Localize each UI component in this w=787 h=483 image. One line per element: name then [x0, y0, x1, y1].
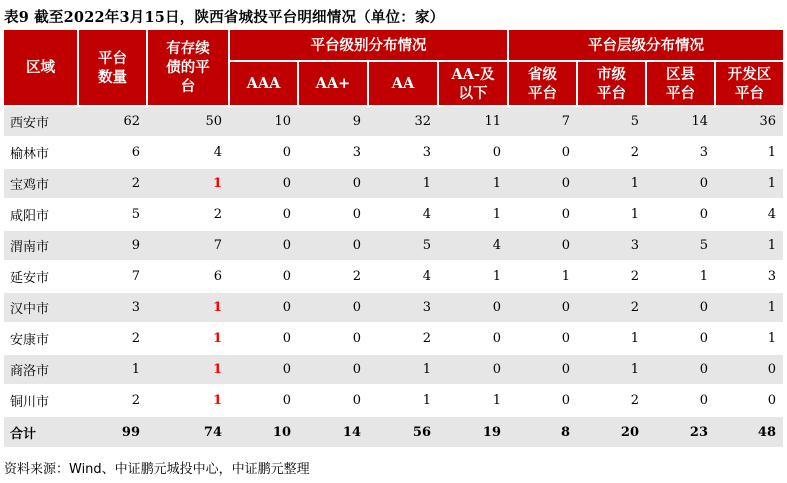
region-cell: 西安市	[4, 106, 78, 137]
value-cell: 1	[438, 199, 508, 230]
table-title: 表9 截至2022年3月15日，陕西省城投平台明细情况（单位：家）	[4, 9, 445, 26]
value-cell: 48	[715, 416, 783, 447]
value-cell: 2	[147, 199, 229, 230]
value-cell: 1	[147, 168, 229, 199]
value-cell: 0	[229, 199, 298, 230]
value-cell: 1	[368, 168, 438, 199]
table-body	[4, 106, 783, 447]
value-cell: 1	[147, 354, 229, 385]
value-cell: 1	[715, 292, 783, 323]
value-cell: 0	[229, 292, 298, 323]
value-cell: 1	[715, 323, 783, 354]
value-cell: 74	[147, 416, 229, 447]
value-cell: 5	[368, 230, 438, 261]
table-row	[4, 385, 783, 416]
value-cell: 4	[438, 230, 508, 261]
value-cell: 2	[368, 323, 438, 354]
table-row	[4, 354, 783, 385]
value-cell: 23	[646, 416, 715, 447]
value-cell: 0	[229, 385, 298, 416]
value-cell: 4	[147, 137, 229, 168]
value-cell: 2	[298, 261, 368, 292]
table-row	[4, 106, 783, 137]
value-cell: 1	[577, 323, 646, 354]
value-cell: 1	[147, 292, 229, 323]
value-cell: 5	[78, 199, 147, 230]
value-cell: 0	[646, 168, 715, 199]
value-cell: 0	[229, 168, 298, 199]
value-cell: 99	[78, 416, 147, 447]
value-cell: 0	[438, 323, 508, 354]
value-cell: 0	[229, 261, 298, 292]
value-cell: 3	[78, 292, 147, 323]
value-cell: 1	[715, 137, 783, 168]
value-cell: 6	[78, 137, 147, 168]
value-cell: 3	[368, 137, 438, 168]
value-cell: 7	[508, 106, 577, 137]
value-cell: 0	[508, 385, 577, 416]
value-cell: 2	[577, 137, 646, 168]
value-cell: 36	[715, 106, 783, 137]
table-row	[4, 168, 783, 199]
value-cell: 1	[147, 323, 229, 354]
header-region: 区域	[4, 30, 78, 106]
value-cell: 56	[368, 416, 438, 447]
value-cell: 1	[438, 261, 508, 292]
value-cell: 1	[368, 385, 438, 416]
value-cell: 5	[577, 106, 646, 137]
value-cell: 0	[646, 199, 715, 230]
value-cell: 0	[298, 230, 368, 261]
value-cell: 3	[577, 230, 646, 261]
region-cell: 渭南市	[4, 230, 78, 261]
value-cell: 0	[508, 199, 577, 230]
value-cell: 0	[298, 354, 368, 385]
value-cell: 8	[508, 416, 577, 447]
header-count: 平台 数量	[78, 30, 147, 106]
value-cell: 2	[78, 168, 147, 199]
value-cell: 62	[78, 106, 147, 137]
header-rating-aa: AA	[368, 61, 438, 106]
table-row	[4, 230, 783, 261]
value-cell: 2	[577, 292, 646, 323]
value-cell: 1	[715, 230, 783, 261]
value-cell: 0	[508, 137, 577, 168]
value-cell: 0	[508, 323, 577, 354]
value-cell: 2	[577, 385, 646, 416]
value-cell: 9	[298, 106, 368, 137]
value-cell: 0	[508, 292, 577, 323]
total-row	[4, 416, 783, 447]
table-row	[4, 323, 783, 354]
header-rating-aaa: AAA	[229, 61, 298, 106]
value-cell: 2	[78, 385, 147, 416]
region-cell: 咸阳市	[4, 199, 78, 230]
value-cell: 1	[438, 385, 508, 416]
value-cell: 0	[715, 385, 783, 416]
value-cell: 1	[78, 354, 147, 385]
header-level-province: 省级 平台	[508, 61, 577, 106]
table-header	[4, 30, 783, 106]
value-cell: 19	[438, 416, 508, 447]
value-cell: 3	[298, 137, 368, 168]
value-cell: 1	[147, 385, 229, 416]
value-cell: 3	[646, 137, 715, 168]
value-cell: 1	[715, 168, 783, 199]
value-cell: 0	[508, 354, 577, 385]
value-cell: 0	[438, 137, 508, 168]
value-cell: 0	[508, 168, 577, 199]
value-cell: 0	[508, 230, 577, 261]
value-cell: 0	[229, 354, 298, 385]
value-cell: 1	[368, 354, 438, 385]
value-cell: 2	[78, 323, 147, 354]
data-table-frame	[4, 30, 783, 454]
value-cell: 20	[577, 416, 646, 447]
table-row	[4, 199, 783, 230]
value-cell: 4	[715, 199, 783, 230]
value-cell: 14	[646, 106, 715, 137]
header-rating-aa-minus: AA-及 以下	[438, 61, 508, 106]
value-cell: 5	[646, 230, 715, 261]
value-cell: 0	[229, 323, 298, 354]
value-cell: 0	[298, 292, 368, 323]
table-row	[4, 137, 783, 168]
header-level-group: 平台层级分布情况	[508, 30, 783, 61]
region-cell: 宝鸡市	[4, 168, 78, 199]
value-cell: 1	[577, 168, 646, 199]
region-cell: 铜川市	[4, 385, 78, 416]
value-cell: 0	[298, 199, 368, 230]
header-level-city: 市级 平台	[577, 61, 646, 106]
value-cell: 0	[298, 323, 368, 354]
value-cell: 7	[78, 261, 147, 292]
value-cell: 1	[438, 168, 508, 199]
value-cell: 50	[147, 106, 229, 137]
platform-table	[4, 30, 783, 447]
value-cell: 0	[298, 168, 368, 199]
region-cell: 延安市	[4, 261, 78, 292]
source-note: 资料来源：Wind、中证鹏元城投中心，中证鹏元整理	[4, 462, 310, 477]
header-rating-group: 平台级别分布情况	[229, 30, 508, 61]
region-cell: 商洛市	[4, 354, 78, 385]
value-cell: 9	[78, 230, 147, 261]
value-cell: 0	[715, 354, 783, 385]
table-row	[4, 292, 783, 323]
value-cell: 0	[229, 137, 298, 168]
value-cell: 11	[438, 106, 508, 137]
value-cell: 4	[368, 199, 438, 230]
value-cell: 0	[229, 230, 298, 261]
value-cell: 0	[646, 323, 715, 354]
region-cell: 榆林市	[4, 137, 78, 168]
value-cell: 1	[577, 199, 646, 230]
value-cell: 0	[646, 385, 715, 416]
value-cell: 0	[298, 385, 368, 416]
region-cell: 安康市	[4, 323, 78, 354]
region-cell: 汉中市	[4, 292, 78, 323]
value-cell: 4	[368, 261, 438, 292]
value-cell: 1	[646, 261, 715, 292]
header-with-bonds: 有存续 债的平 台	[147, 30, 229, 106]
value-cell: 10	[229, 106, 298, 137]
value-cell: 2	[577, 261, 646, 292]
value-cell: 0	[646, 354, 715, 385]
header-level-devzone: 开发区 平台	[715, 61, 783, 106]
value-cell: 14	[298, 416, 368, 447]
region-cell: 合计	[4, 416, 78, 447]
value-cell: 7	[147, 230, 229, 261]
header-level-county: 区县 平台	[646, 61, 715, 106]
value-cell: 3	[368, 292, 438, 323]
value-cell: 3	[715, 261, 783, 292]
value-cell: 10	[229, 416, 298, 447]
value-cell: 1	[508, 261, 577, 292]
value-cell: 1	[577, 354, 646, 385]
value-cell: 0	[646, 292, 715, 323]
value-cell: 6	[147, 261, 229, 292]
value-cell: 0	[438, 354, 508, 385]
value-cell: 32	[368, 106, 438, 137]
header-rating-aa-plus: AA+	[298, 61, 368, 106]
value-cell: 0	[438, 292, 508, 323]
table-row	[4, 261, 783, 292]
